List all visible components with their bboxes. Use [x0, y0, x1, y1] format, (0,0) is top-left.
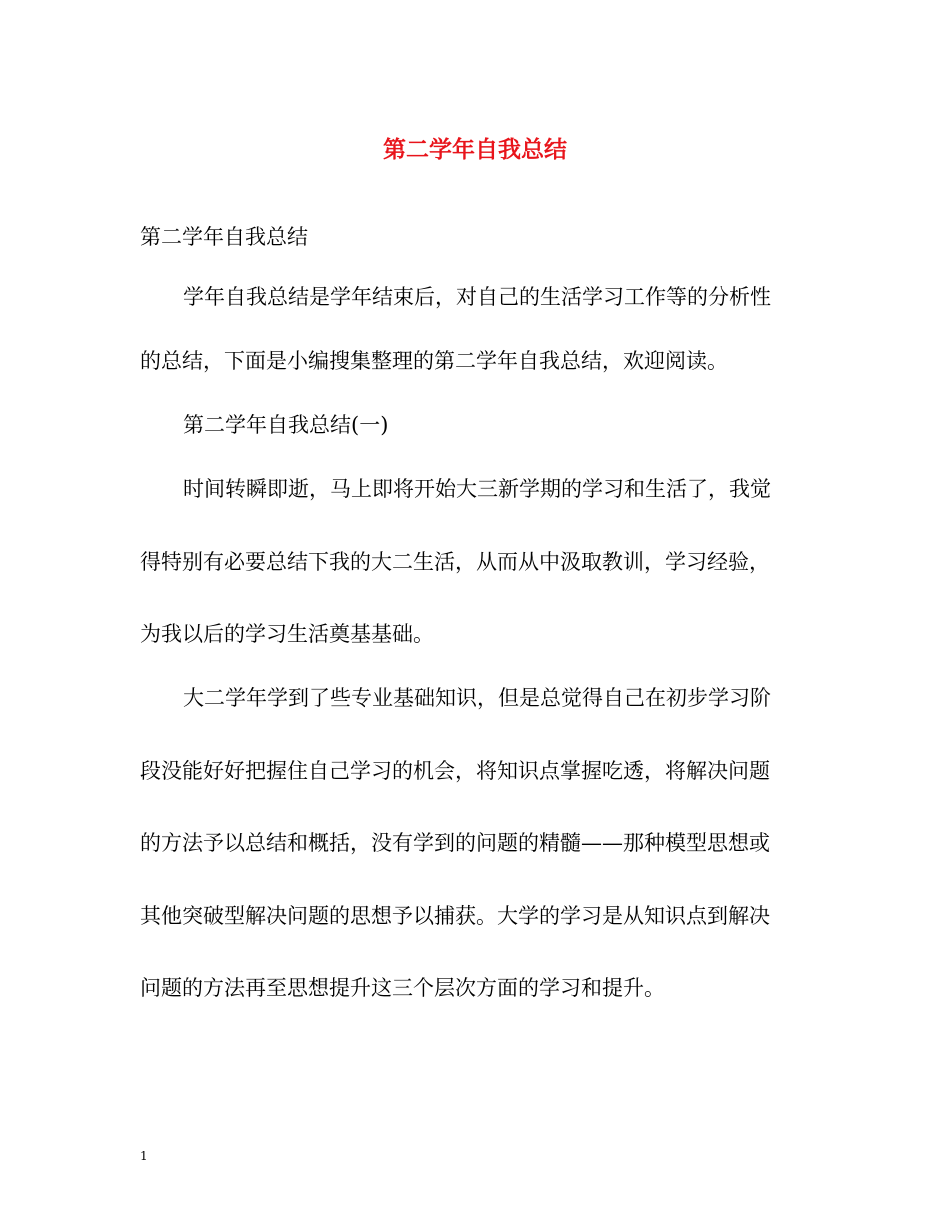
paragraph-line: 问题的方法再至思想提升这三个层次方面的学习和提升。 — [140, 976, 665, 1000]
section-heading: 第二学年自我总结(一) — [183, 413, 389, 437]
paragraph-line: 的方法予以总结和概括，没有学到的问题的精髓——那种模型思想或 — [140, 831, 770, 855]
paragraph-line: 大二学年学到了些专业基础知识，但是总觉得自己在初步学习阶 — [183, 686, 771, 710]
paragraph-line: 为我以后的学习生活奠基基础。 — [140, 622, 434, 646]
page-number: 1 — [140, 1149, 148, 1163]
paragraph-line: 学年自我总结是学年结束后，对自己的生活学习工作等的分析性 — [183, 285, 771, 309]
paragraph-line: 段没能好好把握住自己学习的机会，将知识点掌握吃透，将解决问题 — [140, 759, 770, 783]
paragraph-line: 的总结，下面是小编搜集整理的第二学年自我总结，欢迎阅读。 — [140, 349, 728, 373]
paragraph-line: 得特别有必要总结下我的大二生活，从而从中汲取教训，学习经验， — [140, 550, 770, 574]
document-title: 第二学年自我总结 — [383, 136, 567, 163]
paragraph-line: 其他突破型解决问题的思想予以捕获。大学的学习是从知识点到解决 — [140, 904, 770, 928]
paragraph-line: 时间转瞬即逝，马上即将开始大三新学期的学习和生活了，我觉 — [183, 477, 771, 501]
intro-heading: 第二学年自我总结 — [140, 225, 308, 249]
